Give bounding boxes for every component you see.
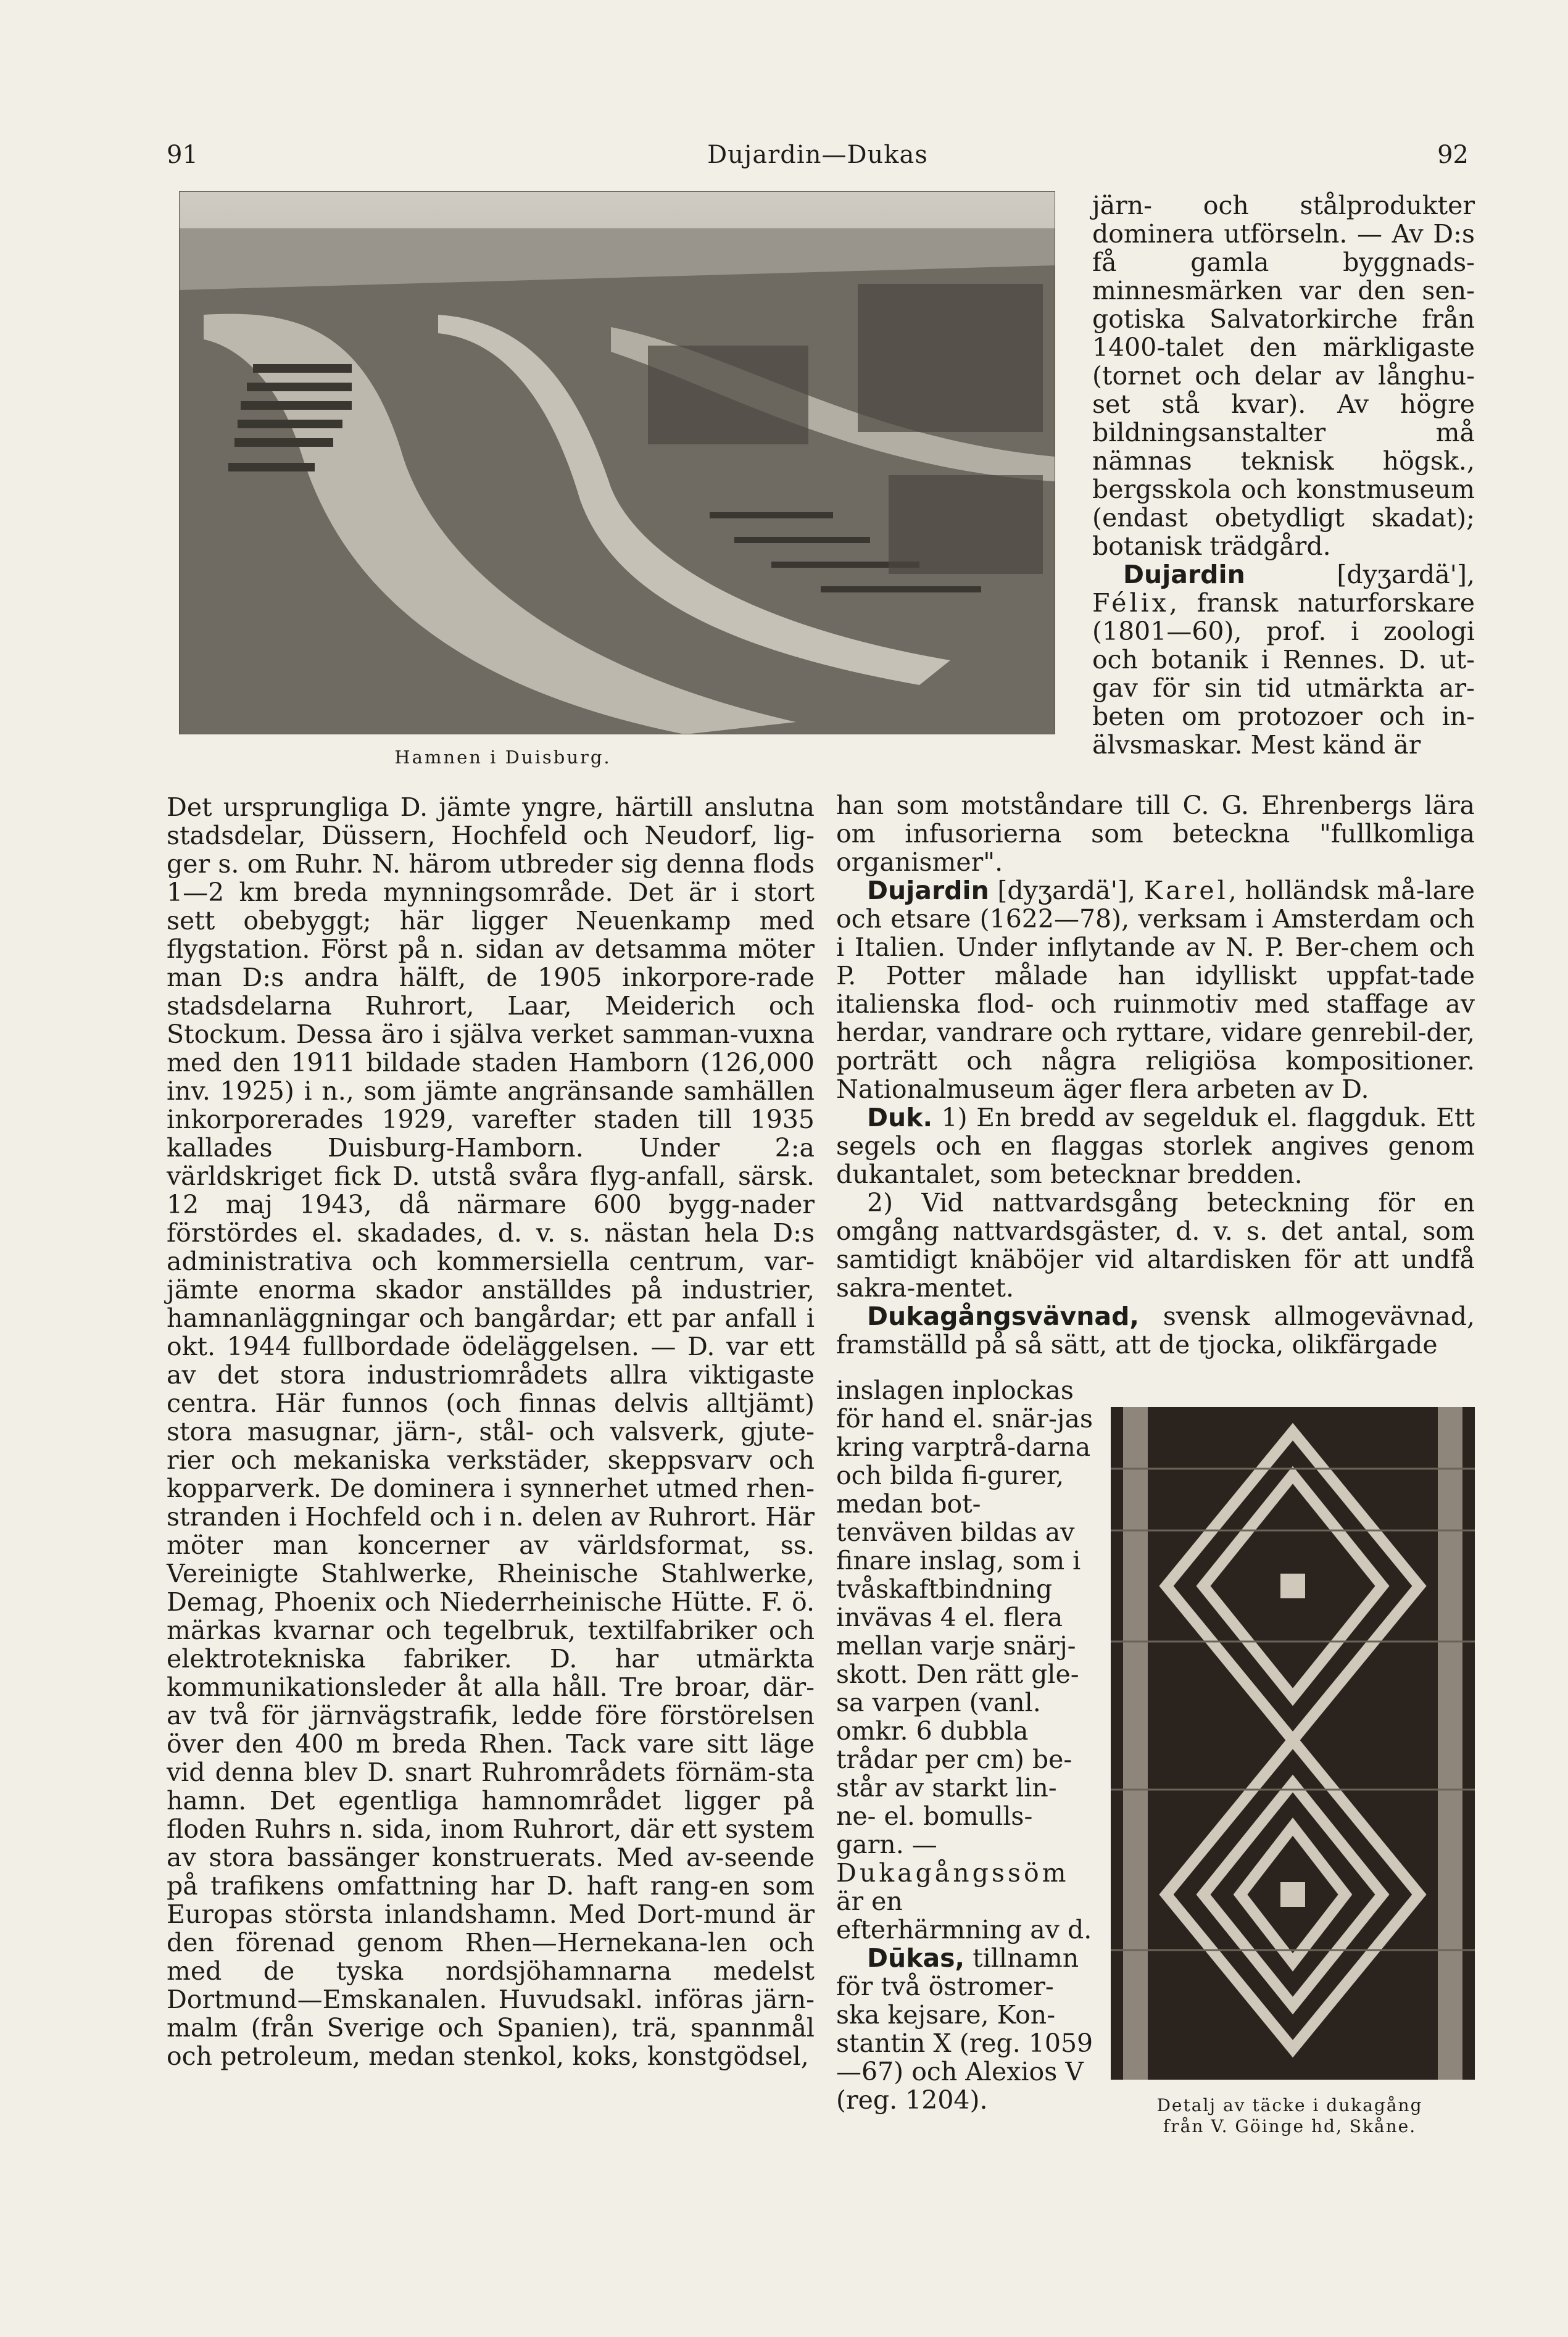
textile-caption [1098, 2095, 1481, 2137]
running-title: Dujardin—Dukas [707, 141, 928, 169]
entry-dujardin-felix-continued: han som motståndare till C. G. Ehrenbergs lära om infusorierna som beteckna "fullkomliga organismer". [836, 791, 1475, 877]
entry-dujardin-karel [836, 876, 1475, 1103]
right-column-narrow [836, 1376, 1095, 2114]
entry-text: , fransk naturforskare (1801—60), prof. i zoologi och botanik i Rennes. D. ut-gav för sin tid utmärkta ar-beten om protozoer och in-älvsmaskar. Mest känd är [1092, 588, 1475, 760]
pronunciation: [dyʒardä'], [989, 876, 1144, 905]
right-column-top [1092, 191, 1475, 759]
harbor-photo [179, 191, 1055, 734]
entry-head-dujardin-karel: Dujardin [867, 876, 989, 905]
entry-text: 1) En bredd av segelduk el. flaggduk. Ett segels och en flaggas storlek angives genom dukantalet, som betecknar bredden. [836, 1103, 1475, 1189]
term-dukagangsom: Dukagångssöm [836, 1858, 1069, 1888]
entry-dukagang-continued [836, 1376, 1095, 1944]
entry-head-duk: Duk. [867, 1103, 933, 1132]
entry-head-dujardin-felix: Dujardin [1123, 560, 1245, 589]
textile-caption-line-1: Detalj av täcke i dukagång [1156, 2095, 1423, 2115]
page-header [167, 141, 1469, 184]
entry-text: inslagen inplockas för hand el. snär-jas kring varptrå-darna och bilda fi-gurer, medan bot-tenväven bildas av finare inslag, som i tvåskaftbindning invävas 4 el. flera mellan varje snärj-skott. Den rätt gle-sa varpen (vanl. omkr. 6 dubbla trådar per cm) be-står av starkt lin-ne- el. bomulls-garn. — [836, 1376, 1093, 1859]
textile-photo [1111, 1407, 1475, 2080]
entry-dukagang [836, 1302, 1475, 1359]
duisburg-paragraph: Det ursprungliga D. jämte yngre, härtill anslutna stadsdelar, Düssern, Hochfeld och Neudorf, lig-ger s. om Ruhr. N. härom utbreder sig denna flods 1—2 km breda mynningsområde. Det är i stort sett obebyggt; här ligger Neuenkamp med flygstation. Först på n. sidan av detsamma möter man D:s andra hälft, de 1905 inkorpore-rade stadsdelarna Ruhrort, Laar, Meiderich och Stockum. Dessa äro i själva verket samman-vuxna med den 1911 bildade staden Hamborn (126,000 inv. 1925) i n., som jämte angränsande samhällen inkorporerades 1929, varefter staden till 1935 kallades Duisburg-Hamborn. Under 2:a världskriget fick D. utstå svåra flyg-anfall, särsk. 12 maj 1943, då närmare 600 bygg-nader förstördes el. skadades, d. v. s. nästan hela D:s administrativa och kommersiella centrum, var-jämte enorma skador anställdes på industrier, hamnanläggningar och bangårdar; ett par anfall i okt. 1944 fullbordade ödeläggelsen. — D. var ett av det stora industriområdets allra viktigaste centra. Här funnos (och finnas delvis alltjämt) stora masugnar, järn-, stål- och valsverk, gjute-rier och mekaniska verkstäder, skeppsvarv och kopparverk. De dominera i synnerhet utmed rhen-stranden i Hochfeld och i n. delen av Ruhrort. Här möter man koncerner av världsformat, ss. Vereinigte Stahlwerke, Rheinische Stahlwerke, Demag, Phoenix och Niederrheinische Hütte. F. ö. märkas kvarnar och tegelbruk, textilfabriker och elektrotekniska fabriker. D. har utmärkta kommunikationsleder åt alla håll. Tre broar, där-av två för järnvägstrafik, ledde före förstörelsen över den 400 m breda Rhen. Tack vare sitt läge vid denna blev D. snart Ruhrområdets förnäm-sta hamn. Det egentliga hamnområdet ligger på floden Ruhrs n. sida, inom Ruhrort, där ett system av stora bassänger konstruerats. Med av-seende på trafikens omfattning har D. haft rang-en som Europas största inlandshamn. Med Dort-mund är den förenad genom Rhen—Hernekana-len och med de tyska nordsjöhamnarna medelst Dortmund—Emskanalen. Huvudsakl. införas järn-malm (från Sverige och Spanien), trä, spannmål och petroleum, medan stenkol, koks, konstgödsel, [167, 792, 815, 2071]
textile-caption-line-2: från V. Göinge hd, Skåne. [1163, 2116, 1417, 2136]
entry-text: är en efterhärmning av d. [836, 1887, 1092, 1945]
entry-head-dukagang: Dukagångsvävnad, [867, 1301, 1140, 1331]
left-page-number: 91 [167, 141, 198, 169]
duisburg-continued-paragraph: järn- och stålprodukter dominera utförseln. — Av D:s få gamla byggnads-minnesmärken var den sen-gotiska Salvatorkirche från 1400-talet den märkligaste (tornet och delar av långhu-set stå kvar). Av högre bildningsanstalter må nämnas teknisk högsk., bergsskola och konstmuseum (endast obetydligt skadat); botanisk trädgård. [1092, 191, 1475, 561]
right-page-number: 92 [1437, 141, 1469, 169]
entry-duk [836, 1103, 1475, 1189]
given-name-felix: Félix [1092, 588, 1169, 618]
entry-dujardin-felix [1092, 560, 1475, 759]
left-column [167, 793, 815, 2070]
entry-text: svensk allmogevävnad, framställd på så sätt, att de tjocka, olikfärgade [836, 1301, 1475, 1359]
given-name-karel: Karel [1143, 876, 1229, 905]
entry-dukas [836, 1944, 1095, 2114]
entry-duk-sense-2: 2) Vid nattvardsgång beteckning för en omgång nattvardsgäster, d. v. s. det antal, som samtidigt knäböjer vid altardisken för att undfå sakra-mentet. [836, 1188, 1475, 1303]
right-column-bottom [836, 791, 1475, 1359]
entry-text: , holländsk må-lare och etsare (1622—78), verksam i Amsterdam och i Italien. Under inflytande av N. P. Ber-chem och P. Potter målade han idylliskt uppfat-tade italienska flod- och ruinmotiv med staffage av herdar, vandrare och ryttare, vidare genrebil-der, porträtt och några religiösa kompositioner. Nationalmuseum äger flera arbeten av D. [836, 876, 1475, 1104]
photo-caption: Hamnen i Duisburg. [394, 747, 612, 768]
entry-head-dukas: Dūkas, [867, 1943, 965, 1973]
entry-text: tillnamn för två östromer-ska kejsare, Kon-stantin X (reg. 1059 —67) och Alexios V (reg. 1204). [836, 1943, 1093, 2115]
pronunciation: [dyʒardä'], [1245, 560, 1475, 589]
